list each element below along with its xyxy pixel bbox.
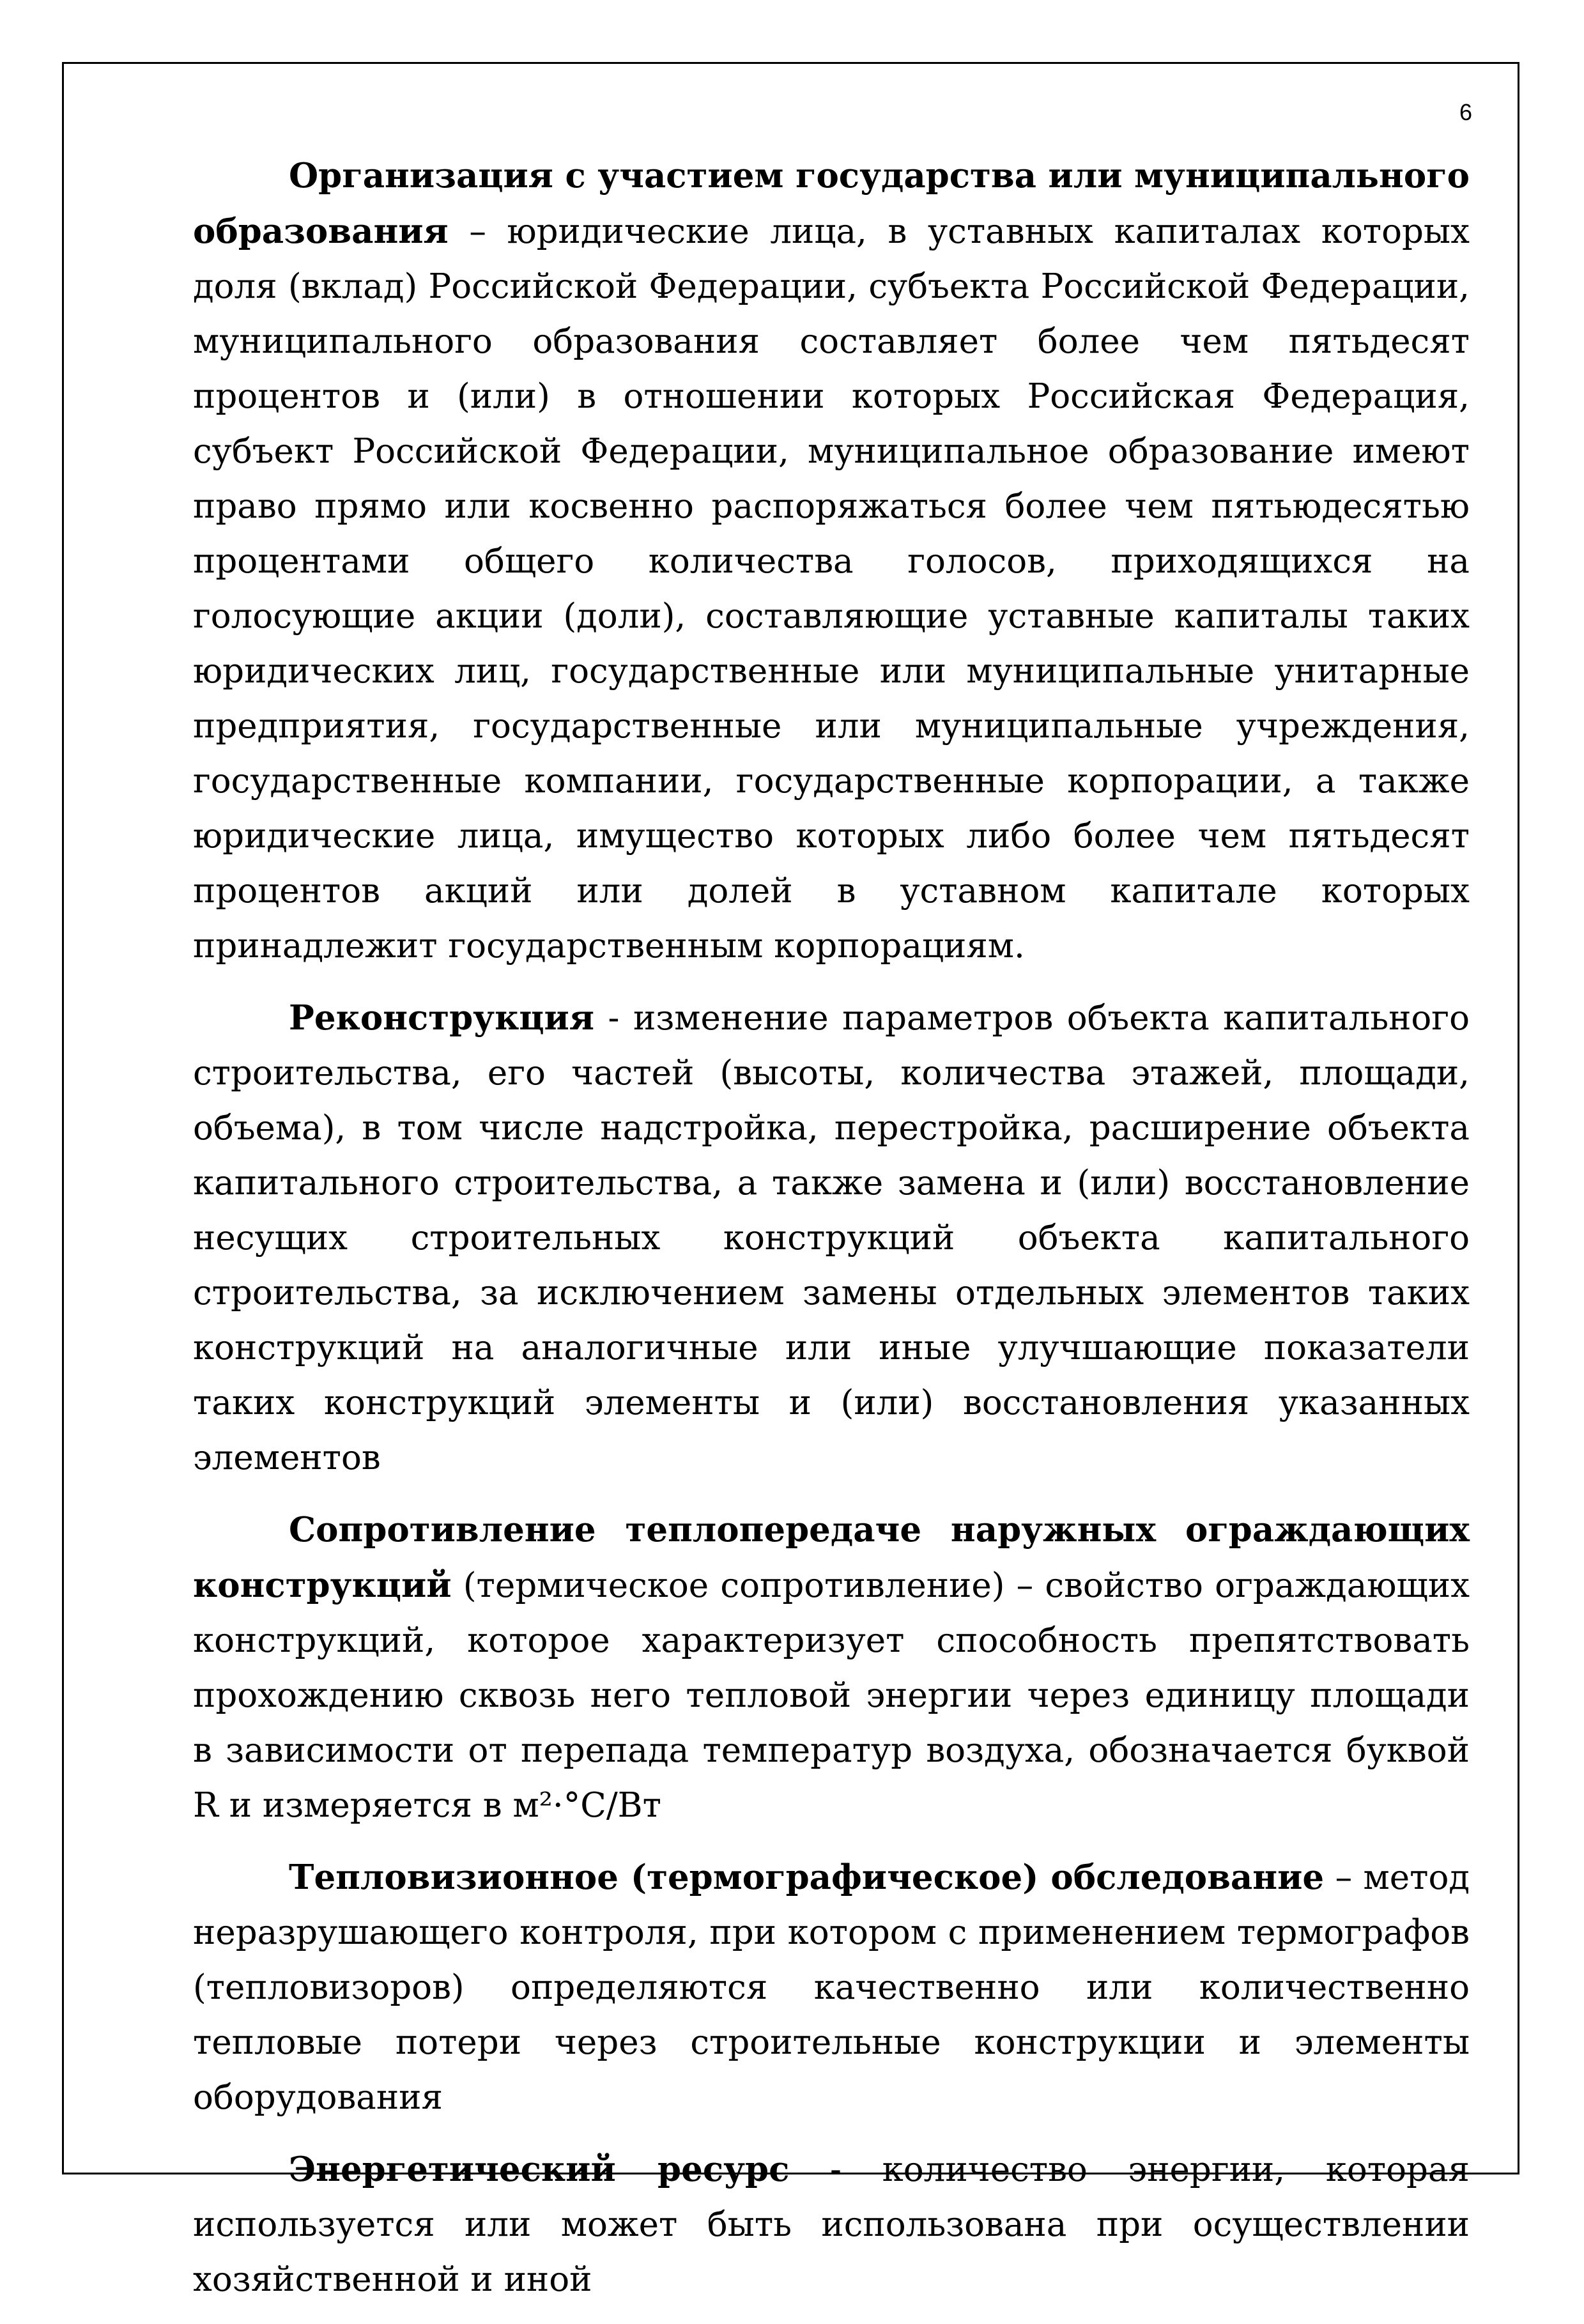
term-energy-resource: Энергетический ресурс: [289, 2150, 790, 2189]
definition-thermal-survey: – метод неразрушающего контроля, при котором с применением термографов (тепловизоров) определяются качественно или количественно тепловые потери через строительные конструкции и элементы оборудования: [193, 1858, 1470, 2117]
paragraph-heat-resistance-definition: [193, 1502, 1470, 1833]
definition-energy-resource: - количество энергии, которая используется или может быть использована при осуществлении хозяйственной и иной: [193, 2150, 1470, 2299]
document-body: [193, 148, 1470, 2324]
term-thermal-survey: Тепловизионное (термографическое) обследование: [289, 1858, 1325, 1897]
paragraph-energy-resource-definition: [193, 2142, 1470, 2307]
definition-organization: – юридические лица, в уставных капиталах которых доля (вклад) Российской Федерации, субъекта Российской Федерации, муниципального образования составляет более чем пятьдесят процентов и (или) в отношении которых Российская Федерация, субъект Российской Федерации, муниципальное образование имеют право прямо или косвенно распоряжаться более чем пятьюдесятью процентами общего количества голосов, приходящихся на голосующие акции (доли), составляющие уставные капиталы таких юридических лиц, государственные или муниципальные унитарные предприятия, государственные или муниципальные учреждения, государственные компании, государственные корпорации, а также юридические лица, имущество которых либо более чем пятьдесят процентов акций или долей в уставном капитале которых принадлежит государственным корпорациям.: [193, 212, 1470, 966]
page-number: 6: [1459, 99, 1472, 125]
paragraph-thermal-survey-definition: [193, 1850, 1470, 2125]
paragraph-reconstruction-definition: [193, 990, 1470, 1486]
paragraph-organization-definition: [193, 148, 1470, 974]
term-reconstruction: Реконструкция: [289, 998, 594, 1038]
term-heat-resistance: Сопротивление теплопередаче наружных ограждающих конструкций: [193, 1510, 1470, 1605]
definition-heat-resistance: (термическое сопротивление) – свойство ограждающих конструкций, которое характеризует способность препятствовать прохождению сквозь него тепловой энергии через единицу площади в зависимости от перепада температур воздуха, обозначается буквой R и измеряется в м²·°С/Вт: [193, 1566, 1470, 1825]
term-organization: Организация с участием государства или муниципального образования: [193, 156, 1470, 251]
definition-reconstruction: - изменение параметров объекта капитального строительства, его частей (высоты, количества этажей, площади, объема), в том числе надстройка, перестройка, расширение объекта капитального строительства, а также замена и (или) восстановление несущих строительных конструкций объекта капитального строительства, за исключением замены отдельных элементов таких конструкций на аналогичные или иные улучшающие показатели таких конструкций элементы и (или) восстановления указанных элементов: [193, 999, 1470, 1477]
